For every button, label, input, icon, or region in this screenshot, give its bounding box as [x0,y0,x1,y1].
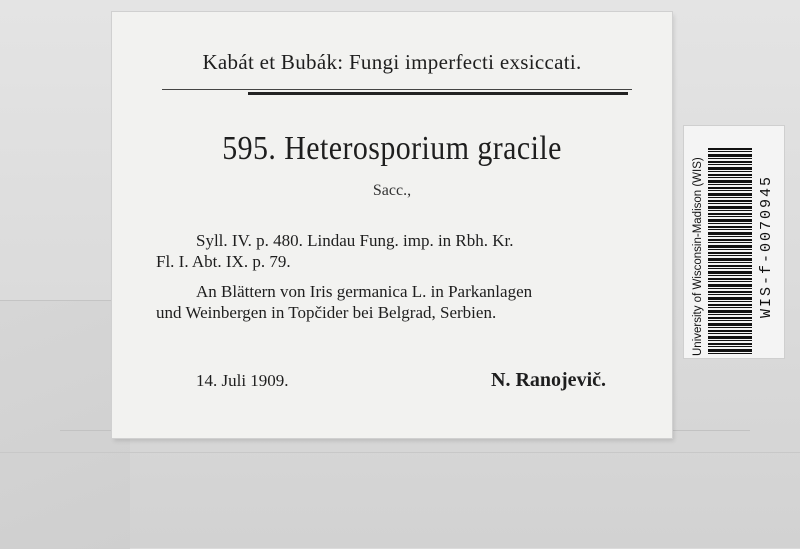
title-rule-thick [248,92,628,95]
reference-line: Syll. IV. p. 480. Lindau Fung. imp. in Rbh. Kr. [196,231,514,250]
envelope-edge [0,452,800,453]
collector-name: N. Ranojevič. [491,369,606,391]
herbarium-label [112,12,672,438]
locality-line: An Blättern von Iris germanica L. in Parkanlagen [196,282,533,301]
locality-description [156,281,634,323]
reference-line: Fl. I. Abt. IX. p. 79. [156,252,291,271]
specimen-title: 595. Heterosporium gracile [222,130,562,167]
locality-line: und Weinbergen in Topčider bei Belgrad, Serbien. [156,303,497,322]
barcode-icon [708,148,752,354]
title-rule-thin [162,89,632,90]
series-title: Kabát et Bubák: Fungi imperfecti exsiccati. [202,50,582,74]
barcode-institution: University of Wisconsin-Madison (WIS) [692,157,704,356]
collection-date: 14. Juli 1909. [196,371,289,390]
envelope-fold [0,300,130,549]
barcode-id: WIS-f-0070945 [758,174,775,318]
literature-reference [156,230,634,272]
species-authority: Sacc., [372,182,412,199]
